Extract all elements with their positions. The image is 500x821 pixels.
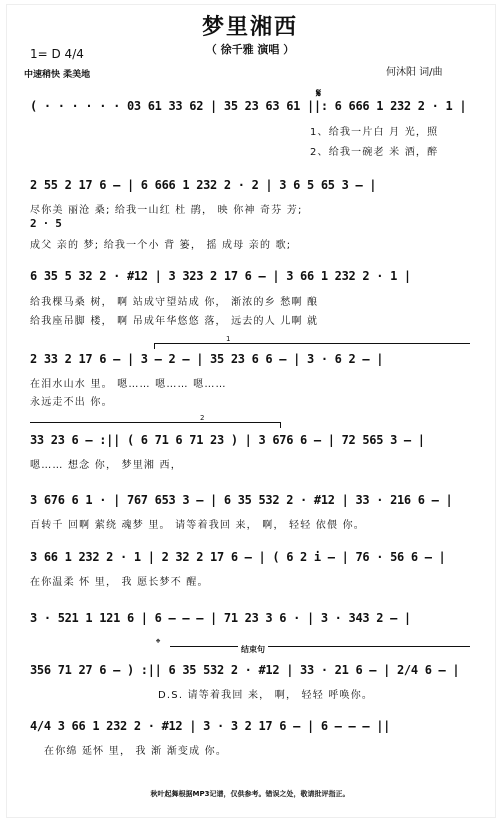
lyric-line-3a: 给我棵马桑 树， 啊 站成守望站成 你， 渐浓的乡 愁啊 酿 [30,297,319,308]
notation-line-4: 2 33 2 17 6 – | 3 – 2 – | 35 23 6 6 – | 3 · 6 2 – | [30,352,384,366]
coda-icon: 𝄌 [156,636,161,650]
volta-2-bracket [30,422,280,423]
lyric-line-2b: 成父 亲的 梦; 给我一个小 背 篓， 摇 成母 亲的 歌; [30,240,292,251]
volta-1-bracket [154,343,470,344]
performer-subtitle: （ 徐千雅 演唱 ） [205,43,295,56]
segno-icon: 𝄋 [316,86,322,100]
song-title: 梦里湘西 [201,15,298,40]
key-signature: 1= D 4/4 [30,47,84,61]
lyric-line-1a: 1、给我一片白 月 光，照 [310,127,439,138]
notation-alt-2: 2 · 5 [30,217,62,230]
lyric-line-2a: 尽你美 丽沧 桑; 给我一山红 杜 鹃， 映 你神 奇芬 芳; [30,205,303,216]
notation-line-3: 6 35 5 32 2 · #12 | 3 323 2 17 6 – | 3 66 1 232 2 · 1 | [30,269,411,283]
coda-ending-bracket [170,646,470,647]
tempo-marking: 中速稍快 柔美地 [24,70,91,80]
lyric-line-7: 在你温柔 怀 里， 我 愿长梦不 醒。 [30,577,209,588]
notation-line-7: 3 66 1 232 2 · 1 | 2 32 2 17 6 – | ( 6 2 i – | 76 · 56 6 – | [30,550,446,564]
volta-1-tick [154,343,155,349]
notation-line-8: 3 · 521 1 121 6 | 6 – – – | 71 23 3 6 · | 3 · 343 2 – | [30,611,411,625]
transcriber-note: 秋叶起舞根据MP3记谱，仅供参考。错误之处，敬请批评指正。 [150,790,350,798]
lyric-line-10: 在你绵 延怀 里， 我 渐 渐变成 你。 [44,746,228,757]
lyricist-composer-credit: 何沐阳 词/曲 [386,67,443,78]
notation-line-5: 33 23 6 – :|| ( 6 71 6 71 23 ) | 3 676 6 – | 72 565 3 – | [30,433,425,447]
lyric-line-9: D.S. 请等着我回 来， 啊， 轻轻 呼唤你。 [158,690,374,701]
coda-label: 结束句 [238,644,268,655]
notation-line-6: 3 676 6 1 · | 767 653 3 – | 6 35 532 2 · #12 | 33 · 216 6 – | [30,493,453,507]
volta-2-tick [280,422,281,428]
volta-1-number: 1 [226,335,231,343]
lyric-line-3b: 给我座吊脚 楼， 啊 吊成年华悠悠 落， 远去的人 儿啊 就 [30,316,319,327]
notation-line-1: ( · · · · · · 03 61 33 62 | 35 23 63 61 ||: 6 666 1 232 2 · 1 | [30,99,467,113]
lyric-line-5: 嗯…… 想念 你， 梦里湘 西， [30,460,182,471]
notation-line-9: 356 71 27 6 – ) :|| 6 35 532 2 · #12 | 33 · 21 6 – | 2/4 6 – | [30,663,460,677]
lyric-line-6: 百转千 回啊 萦绕 魂梦 里。 请等着我回 来， 啊， 轻轻 依偎 你。 [30,520,365,531]
notation-line-2: 2 55 2 17 6 – | 6 666 1 232 2 · 2 | 3 6 5 65 3 – | [30,178,377,192]
lyric-line-4b: 永远走不出 你。 [30,397,113,408]
lyric-line-1b: 2、给我一碗老 米 酒，醉 [310,147,439,158]
lyric-line-4a: 在泪水山水 里。 嗯…… 嗯…… 嗯…… [30,379,227,390]
volta-2-number: 2 [200,414,205,422]
notation-line-10: 4/4 3 66 1 232 2 · #12 | 3 · 3 2 17 6 – | 6 – – – || [30,719,391,733]
